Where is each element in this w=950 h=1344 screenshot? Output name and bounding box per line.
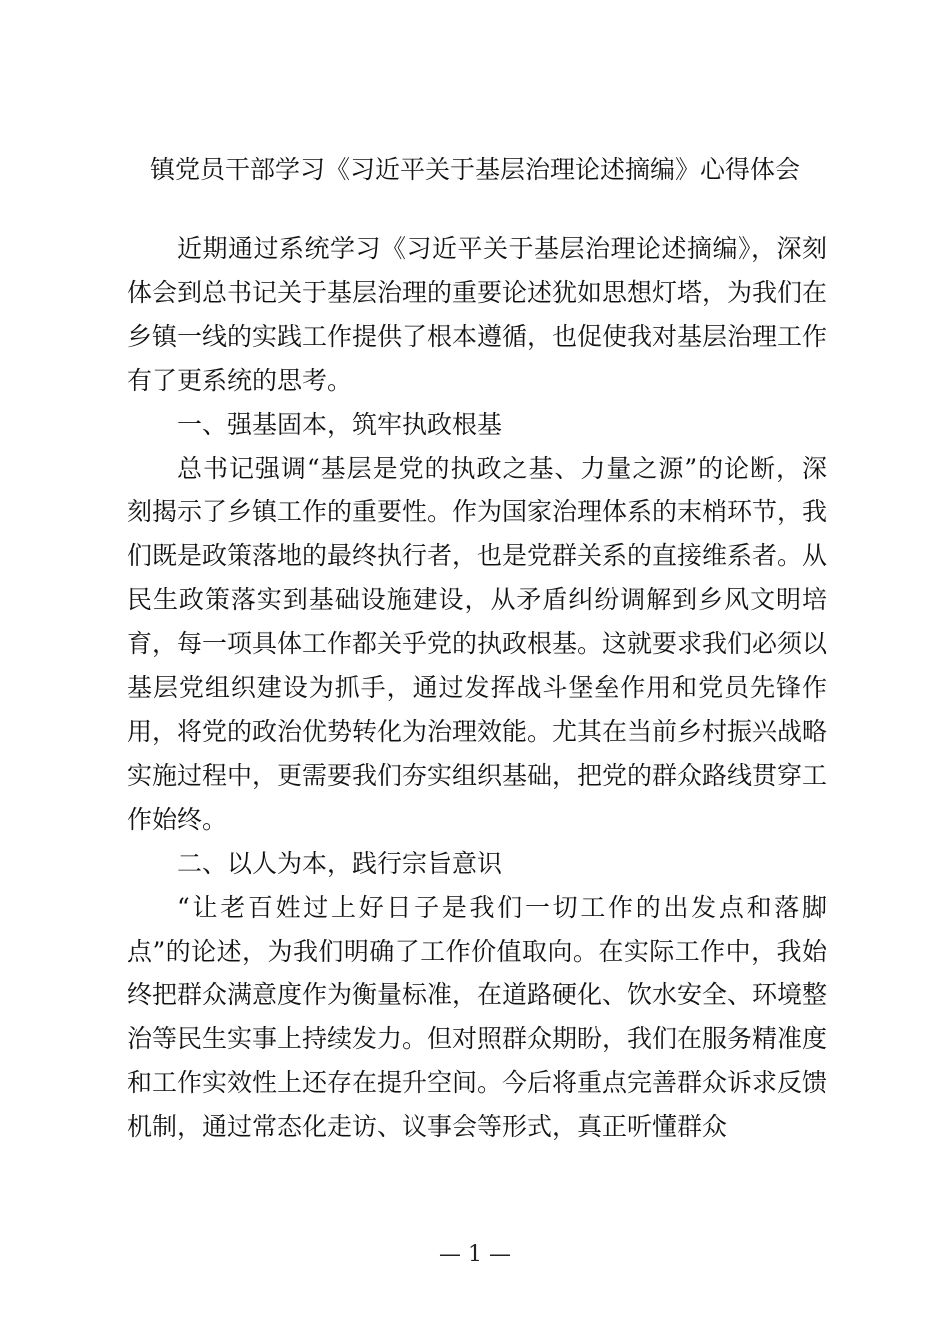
intro-paragraph: 近期通过系统学习《习近平关于基层治理论述摘编》，深刻体会到总书记关于基层治理的重要论述犹如思想灯塔，为我们在乡镇一线的实践工作提供了根本遵循，也促使我对基层治理工作有了更系统的思考。 [127, 234, 828, 395]
section-heading-2: 二、以人为本，践行宗旨意识 [177, 848, 503, 878]
document-title: 镇党员干部学习《习近平关于基层治理论述摘编》心得体会 [149, 155, 800, 184]
section-2-paragraph: “让老百姓过上好日子是我们一切工作的出发点和落脚点”的论述，为我们明确了工作价值取向。在实际工作中，我始终把群众满意度作为衡量标准，在道路硬化、饮水安全、环境整治等民生实事上持续发力。但对照群众期盼，我们在服务精准度和工作实效性上还存在提升空间。今后将重点完善群众诉求反馈机制，通过常态化走访、议事会等形式，真正听懂群众 [127, 892, 828, 1142]
section-heading-1: 一、强基固本，筑牢执政根基 [177, 409, 503, 439]
document-body [127, 227, 827, 1149]
page-number: — 1 — [439, 1242, 511, 1267]
section-1-paragraph: 总书记强调“基层是党的执政之基、力量之源”的论断，深刻揭示了乡镇工作的重要性。作为国家治理体系的末梢环节，我们既是政策落地的最终执行者，也是党群关系的直接维系者。从民生政策落实到基础设施建设，从矛盾纠纷调解到乡风文明培育，每一项具体工作都关乎党的执政根基。这就要求我们必须以基层党组织建设为抓手，通过发挥战斗堡垒作用和党员先锋作用，将党的政治优势转化为治理效能。尤其在当前乡村振兴战略实施过程中，更需要我们夯实组织基础，把党的群众路线贯穿工作始终。 [127, 453, 828, 834]
